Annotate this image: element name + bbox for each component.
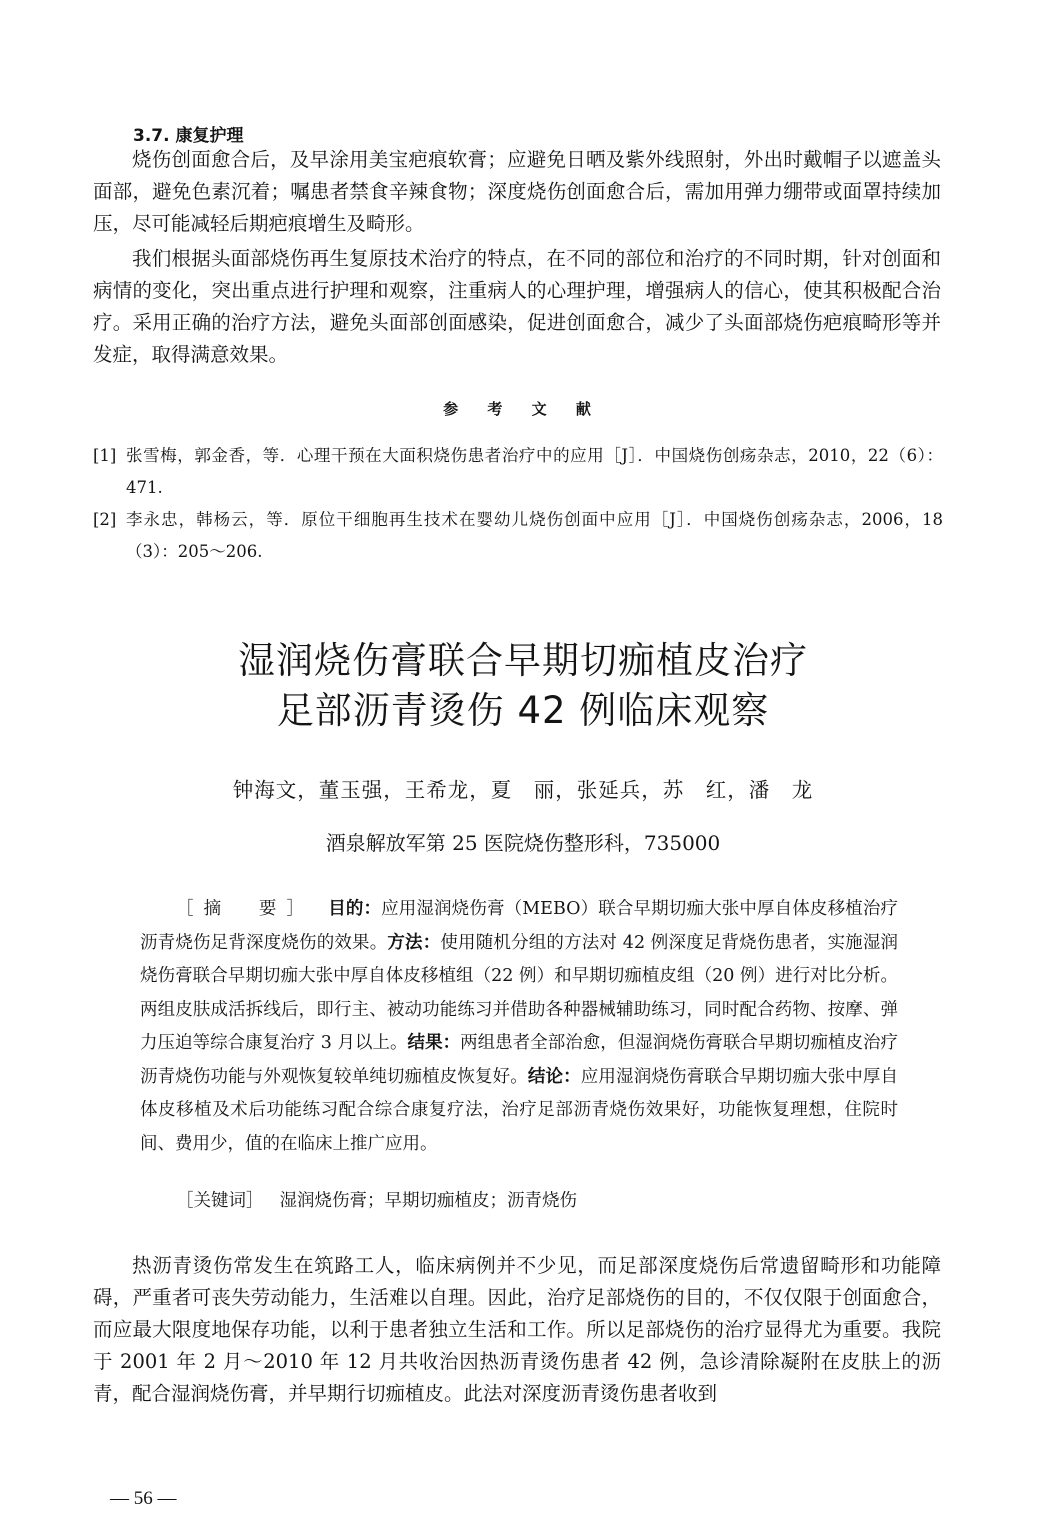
reference-number: [2] [93, 510, 117, 529]
abstract [140, 893, 898, 1161]
reference-text: 张雪梅，郭金香，等．心理干预在大面积烧伤患者治疗中的应用［J］．中国烧伤创疡杂志，2010，22（6）：471. [126, 446, 943, 497]
article-title-line: 足部沥青烫伤 42 例临床观察 [276, 689, 770, 732]
reference-number: [1] [93, 446, 117, 465]
objective-label: 目的： [328, 899, 382, 919]
results-label: 结果： [407, 1033, 461, 1053]
objective-text: 应用湿润烧伤膏（MEBO）联合早期切痂大张中厚自体皮移植治疗沥青烧伤足背深度烧伤的效果。 [140, 899, 898, 953]
body-paragraph: 烧伤创面愈合后，及早涂用美宝疤痕软膏；应避免日晒及紫外线照射，外出时戴帽子以遮盖头面部，避免色素沉着；嘱患者禁食辛辣食物；深度烧伤创面愈合后，需加用弹力绷带或面罩持续加压，尽可能减轻后期疤痕增生及畸形。 [93, 148, 941, 235]
article-title [0, 636, 1046, 736]
keywords-tag: ［关键词］ [176, 1191, 264, 1211]
body-paragraph: 我们根据头面部烧伤再生复原技术治疗的特点，在不同的部位和治疗的不同时期，针对创面和病情的变化，突出重点进行护理和观察，注重病人的心理护理，增强病人的信心，使其积极配合治疗。采用正确的治疗方法，避免头面部创面感染，促进创面愈合，减少了头面部烧伤疤痕畸形等并发症，取得满意效果。 [93, 247, 941, 366]
article-title-line: 湿润烧伤膏联合早期切痂植皮治疗 [238, 639, 808, 682]
methods-text: 使用随机分组的方法对 42 例深度足背烧伤患者，实施湿润烧伤膏联合早期切痂大张中厚自体皮移植组（22 例）和早期切痂植皮组（20 例）进行对比分析。两组皮肤成活拆线后，即行主、被动功能练习并借助各种器械辅助练习，同时配合药物、按摩、弹力压迫等综合康复治疗 3 月以上。 [140, 932, 899, 1053]
section-heading: 3.7. 康复护理 [133, 126, 244, 146]
author-list: 钟海文，董玉强，王希龙，夏 丽，张延兵，苏 红，潘 龙 [232, 778, 814, 802]
conclusion-text: 应用湿润烧伤膏联合早期切痂大张中厚自体皮移植及术后功能练习配合综合康复疗法，治疗足部沥青烧伤效果好，功能恢复理想，住院时间、费用少，值的在临床上推广应用。 [140, 1066, 899, 1154]
results-text: 两组患者全部治愈，但湿润烧伤膏联合早期切痂植皮治疗沥青烧伤功能与外观恢复较单纯切痂植皮恢复好。 [140, 1033, 899, 1087]
intro-paragraph: 热沥青烫伤常发生在筑路工人，临床病例并不少见，而足部深度烧伤后常遗留畸形和功能障碍，严重者可丧失劳动能力，生活难以自理。因此，治疗足部烧伤的目的，不仅仅限于创面愈合，而应最大限度地保存功能，以利于患者独立生活和工作。所以足部烧伤的治疗显得尤为重要。我院于 2001 年 2 月～2010 年 12 月共收治因热沥青烫伤患者 42 例，急诊清除凝附在皮肤上的沥青，配合湿润烧伤膏，并早期行切痂植皮。此法对深度沥青烫伤患者收到 [93, 1254, 941, 1405]
reference-item [93, 504, 943, 568]
affiliation: 酒泉解放军第 25 医院烧伤整形科，735000 [325, 831, 721, 855]
methods-label: 方法： [387, 932, 441, 953]
reference-item [93, 440, 943, 504]
page-number: — 56 — [110, 1488, 177, 1509]
abstract-tag: ［摘 要］ [176, 899, 315, 919]
references-heading: 参 考 文 献 [443, 400, 603, 418]
reference-list [93, 440, 943, 568]
keywords-text: 湿润烧伤膏；早期切痂植皮；沥青烧伤 [279, 1191, 577, 1211]
keywords [176, 1187, 577, 1212]
conclusion-label: 结论： [527, 1066, 581, 1087]
reference-text: 李永忠，韩杨云，等．原位干细胞再生技术在婴幼儿烧伤创面中应用［J］．中国烧伤创疡杂志，2006，18（3）：205～206. [126, 510, 943, 561]
